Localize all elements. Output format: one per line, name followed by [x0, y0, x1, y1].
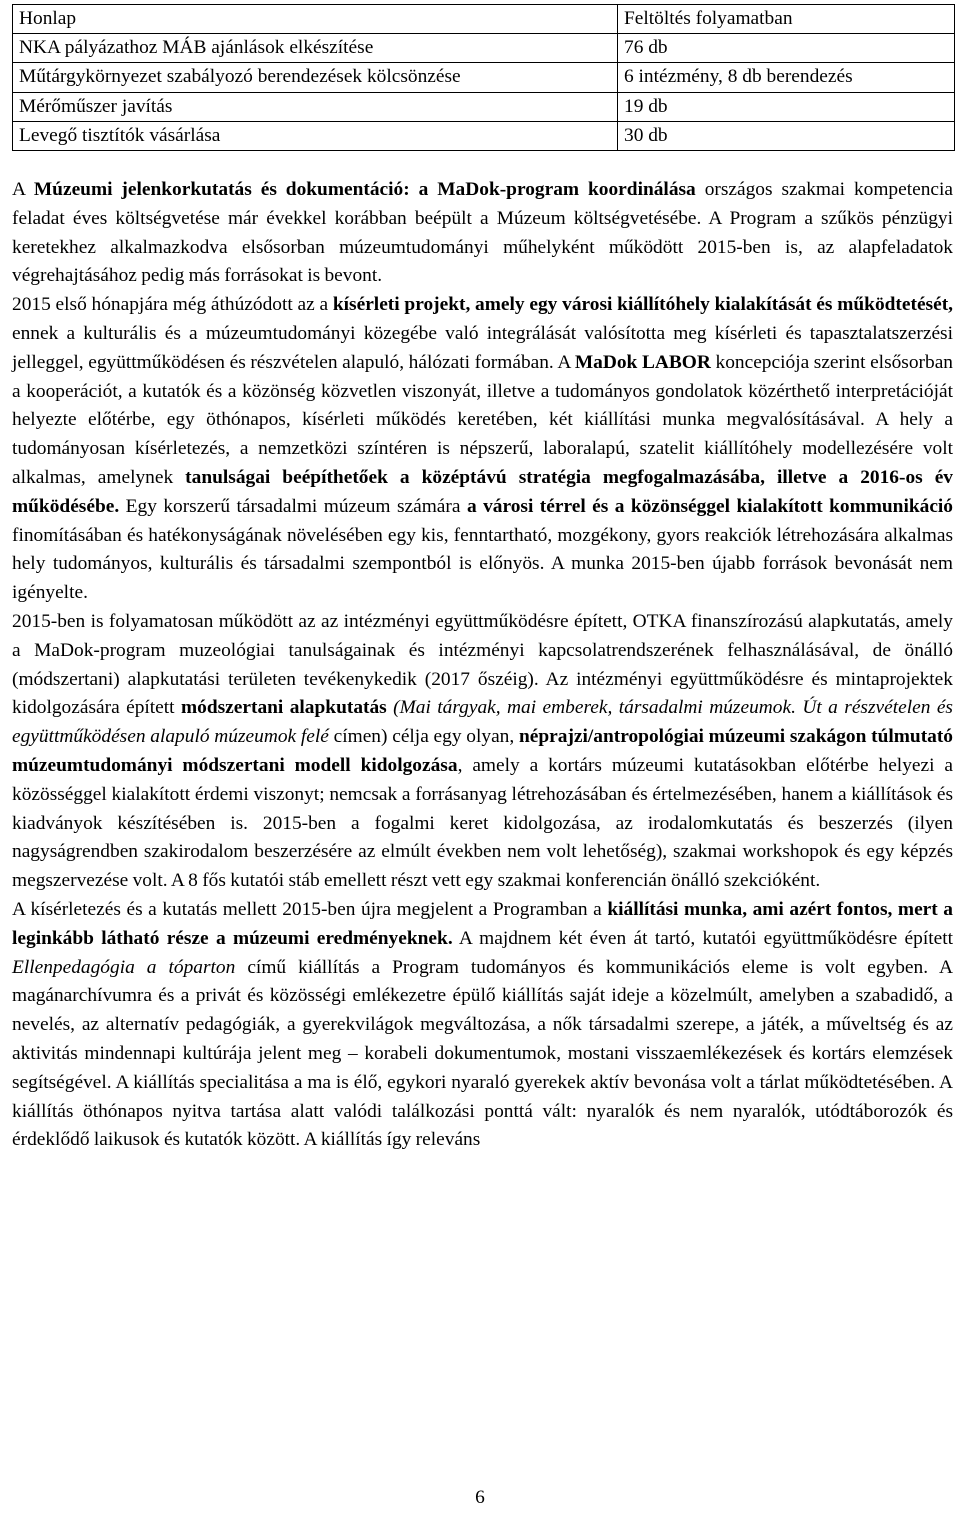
text-run: Egy korszerű társadalmi múzeum számára: [119, 495, 467, 517]
bold-text-run: tanulságai beépíthetőek a középtávú stratégia megfogalmazásába, illetve a 2016-os év működésébe.: [12, 466, 954, 517]
paragraph-madok-labor: [12, 291, 953, 608]
paragraph-exhibition: [12, 896, 953, 1155]
italic-text-run: (Mai tárgyak, mai emberek, társadalmi múzeumok. Út a részvételen és együttműködésen alapuló múzeumok felé: [12, 697, 953, 748]
table-cell-item: Levegő tisztítók vásárlása: [13, 121, 618, 150]
text-run: , amely a kortárs múzeumi kutatásokban előtérbe helyezi a közösséggel kialakított érdemi viszonyt; nemcsak a forrásanyag létrehozásában és értelmezésében, hanem a kiállítások és kiadványok készítésében is. 2015-ben a fogalmi keret kidolgozása, az irodalomkutatás és beszerzés (ilyen nagyságrendben szakirodalom beszerzésére az elmúlt években nem volt lehetőség), szakmai workshopok és egy képzés megszervezése volt. A 8 fős kutatói stáb emellett részt vett egy szakmai konferencián önálló szekcióként.: [12, 754, 954, 892]
activity-table: [12, 4, 955, 151]
table-cell-status: 19 db: [618, 92, 955, 121]
text-run: 2015-ben is folyamatosan működött az az intézményi együttműködésre épített, OTKA finanszírozású alapkutatás, amely a MaDok-program muzeológiai tanulságainak és intézményi kapcsolatrendszerének felhasználásával, de önálló (módszertani) alapkutatási területen tevékenykedik (2017 őszéig). Az intézményi együttműködésre és mintaprojektek kidolgozására épített: [12, 610, 953, 719]
table-cell-status: 30 db: [618, 121, 955, 150]
text-run: című kiállítás a Program tudományos és kommunikációs eleme is volt egyben. A magánarchívumra és a privát és közösségi emlékezetre épülő kiállítás saját ideje a közelmúlt, amelyben a szabadidő, a nevelés, az alternatív pedagógiák, a gyerekvilágok megváltozása, a nők társadalmi szerepe, a játék, a műveltség és az aktivitás mindennapi kultúrája jelent meg – korabeli dokumentumok, mostani visszaemlékezések és kortárs elemzések segítségével. A kiállítás specialitása a ma is élő, egykori nyaraló gyerekek aktív bevonása volt a tárlat működtetésében. A kiállítás öthónapos nyitva tartása alatt valódi találkozási ponttá vált: nyaralók és nem nyaralók, utódtáborozók és érdeklődő laikusok és kutatók között. A kiállítás így releváns: [12, 956, 953, 1151]
bold-text-run: Múzeumi jelenkorkutatás és dokumentáció: a MaDok-program koordinálása: [33, 179, 696, 200]
bold-text-run: MaDok LABOR: [574, 351, 711, 373]
page: [12, 4, 953, 151]
bold-text-run: a városi térrel és a közönséggel kialakított kommunikáció: [466, 495, 954, 517]
table-row: [13, 92, 955, 121]
text-run: országos szakmai kompetencia feladat éves költségvetése már évekkel korábban beépült a Múzeum költségvetésébe. A Program a szűkös pénzügyi keretekhez alkalmazkodva elsősorban múzeumtudományi műhelyként működött 2015-ben is, az alapfeladatok végrehajtásához pedig más forrásokat is bevont.: [12, 179, 954, 287]
table-cell-item: Honlap: [13, 5, 618, 34]
text-run: koncepciója szerint elsősorban a kooperációt, a kutatók és a közönség közvetlen viszonyát, illetve a tudományos gondolatok közérthető interpretációját helyezte előtérbe, egy öthónapos, kísérleti működés keretében, két kiállítási munka megvalósításával. A hely a tudományosan kísérletezés, a nemzetközi színtéren is népszerű, laboralapú, szatelit kiállítóhely modellezésére volt alkalmas, amelynek: [12, 351, 954, 488]
table-row: [13, 5, 955, 34]
text-run: A: [12, 179, 34, 200]
table-cell-item: Mérőműszer javítás: [13, 92, 618, 121]
italic-text-run: Ellenpedagógia a tóparton: [12, 956, 236, 978]
text-run: ennek a kulturális és a múzeumtudományi közegébe való integrálását valósította meg kísérleti és tapasztalatszerzési jelleggel, együttműködésen és részvételen alapuló, hálózati formában. A: [12, 322, 953, 373]
table-row: [13, 121, 955, 150]
bold-text-run: kiállítási munka, ami azért fontos, mert a leginkább látható része a múzeumi eredményeknek.: [12, 898, 953, 949]
table-row: [13, 63, 955, 92]
text-run: A kísérletezés és a kutatás mellett 2015-ben újra megjelent a Programban a: [12, 898, 608, 920]
paragraph-madok-intro: [12, 176, 953, 291]
table-cell-status: Feltöltés folyamatban: [618, 5, 955, 34]
table-cell-item: NKA pályázathoz MÁB ajánlások elkészítése: [13, 34, 618, 63]
table-cell-status: 6 intézmény, 8 db berendezés: [618, 63, 955, 92]
bold-text-run: módszertani alapkutatás: [180, 697, 387, 719]
text-run: A majdnem két éven át tartó, kutatói együttműködésre épített: [452, 927, 953, 949]
text-run: címen) célja egy olyan,: [328, 726, 519, 748]
text-run: finomításában és hatékonyságának növelésében egy kis, fenntartható, mozgékony, gyors reakciók létrehozására alkalmas hely tudományos, kulturális és társadalmi szempontból is előnyös. A munka 2015-ben újabb források bevonását nem igényelte.: [12, 524, 953, 604]
table-cell-status: 76 db: [618, 34, 955, 63]
table-row: [13, 34, 955, 63]
body-text: [12, 176, 953, 1155]
bold-text-run: kísérleti projekt, amely egy városi kiállítóhely kialakítását és működtetését,: [332, 294, 954, 316]
page-number: 6: [475, 1487, 485, 1508]
bold-text-run: néprajzi/antropológiai múzeumi szakágon túlmutató múzeumtudományi módszertani modell kidolgozása: [12, 726, 954, 776]
table-cell-item: Műtárgykörnyezet szabályozó berendezések kölcsönzése: [13, 63, 618, 92]
paragraph-otka-research: [12, 608, 953, 896]
text-run: 2015 első hónapjára még áthúzódott az a: [12, 294, 333, 316]
